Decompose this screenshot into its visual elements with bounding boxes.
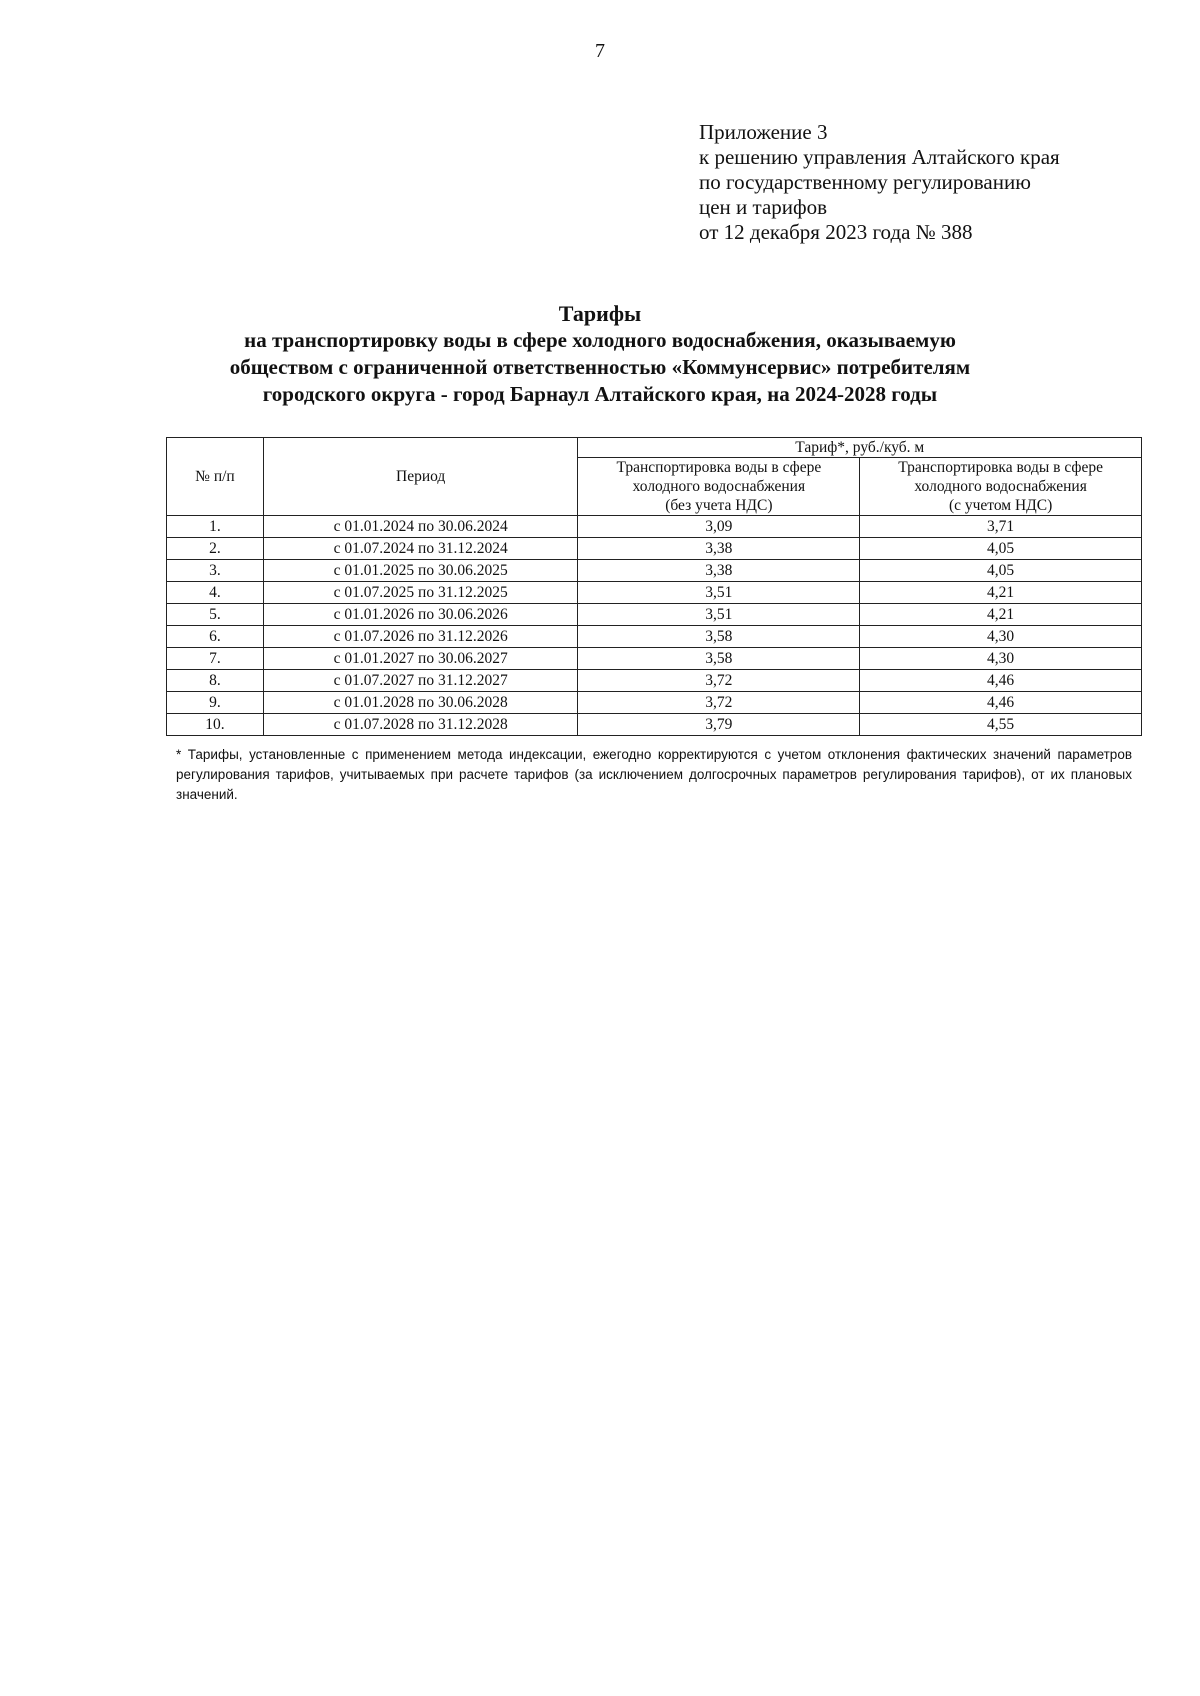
row-number: 2. [167,538,264,560]
header-without-vat [578,458,860,516]
table-row [167,560,1142,582]
table-row [167,516,1142,538]
table-row [167,670,1142,692]
title-line: городского округа - город Барнаул Алтайского края, на 2024-2028 годы [262,382,938,406]
row-tariff-with-vat: 4,46 [860,692,1142,714]
row-period: с 01.01.2027 по 30.06.2027 [263,648,578,670]
appendix-line: от 12 декабря 2023 года № 388 [699,220,973,244]
row-number: 3. [167,560,264,582]
header-with-vat-line: холодного водоснабжения [914,478,1087,495]
tariff-table [166,437,1142,736]
row-tariff-without-vat: 3,72 [578,692,860,714]
row-tariff-without-vat: 3,51 [578,582,860,604]
table-row [167,604,1142,626]
row-tariff-with-vat: 3,71 [860,516,1142,538]
row-number: 8. [167,670,264,692]
table-row [167,582,1142,604]
footnote: * Тарифы, установленные с применением метода индексации, ежегодно корректируются с учетом отклонения фактических значений параметров регулирования тарифов, учитываемых при расчете тарифов (за исключением долгосрочных параметров регулирования тарифов), от их плановых значений. [176,747,1132,802]
table-row [167,714,1142,736]
row-number: 10. [167,714,264,736]
row-period: с 01.07.2024 по 31.12.2024 [263,538,578,560]
row-number: 9. [167,692,264,714]
row-period: с 01.01.2025 по 30.06.2025 [263,560,578,582]
row-tariff-without-vat: 3,38 [578,560,860,582]
row-number: 7. [167,648,264,670]
row-tariff-with-vat: 4,46 [860,670,1142,692]
row-tariff-without-vat: 3,38 [578,538,860,560]
header-with-vat [860,458,1142,516]
row-tariff-without-vat: 3,72 [578,670,860,692]
title-line: обществом с ограниченной ответственностью «Коммунсервис» потребителям [229,355,971,379]
table-row [167,626,1142,648]
appendix-line: к решению управления Алтайского края [699,145,1060,169]
row-number: 6. [167,626,264,648]
header-with-vat-line: Транспортировка воды в сфере [898,459,1103,476]
header-without-vat-line: (без учета НДС) [665,497,773,514]
header-number: № п/п [167,438,264,516]
row-tariff-without-vat: 3,09 [578,516,860,538]
row-tariff-with-vat: 4,05 [860,560,1142,582]
row-tariff-without-vat: 3,51 [578,604,860,626]
row-tariff-with-vat: 4,05 [860,538,1142,560]
row-tariff-with-vat: 4,21 [860,582,1142,604]
row-tariff-without-vat: 3,58 [578,648,860,670]
row-period: с 01.07.2028 по 31.12.2028 [263,714,578,736]
row-number: 5. [167,604,264,626]
row-period: с 01.01.2028 по 30.06.2028 [263,692,578,714]
row-period: с 01.01.2024 по 30.06.2024 [263,516,578,538]
table-row [167,648,1142,670]
title-line: Тарифы [558,301,642,326]
appendix-line: Приложение 3 [699,120,828,144]
header-tariff-group: Тариф*, руб./куб. м [578,438,1142,458]
row-number: 4. [167,582,264,604]
row-tariff-with-vat: 4,30 [860,648,1142,670]
row-tariff-with-vat: 4,30 [860,626,1142,648]
header-without-vat-line: Транспортировка воды в сфере [616,459,822,476]
row-period: с 01.01.2026 по 30.06.2026 [263,604,578,626]
row-tariff-with-vat: 4,21 [860,604,1142,626]
header-without-vat-line: холодного водоснабжения [632,478,806,495]
appendix-line: по государственному регулированию [699,170,1031,194]
row-period: с 01.07.2027 по 31.12.2027 [263,670,578,692]
row-number: 1. [167,516,264,538]
document-title [0,300,1200,408]
row-tariff-without-vat: 3,79 [578,714,860,736]
header-period: Период [263,438,578,516]
appendix-block [699,120,1060,245]
table-row [167,692,1142,714]
header-with-vat-line: (с учетом НДС) [948,497,1053,514]
row-tariff-with-vat: 4,55 [860,714,1142,736]
page-number: 7 [595,40,605,62]
row-period: с 01.07.2026 по 31.12.2026 [263,626,578,648]
row-period: с 01.07.2025 по 31.12.2025 [263,582,578,604]
table-row [167,538,1142,560]
row-tariff-without-vat: 3,58 [578,626,860,648]
appendix-line: цен и тарифов [699,195,828,219]
title-line: на транспортировку воды в сфере холодного водоснабжения, оказываемую [244,328,956,352]
